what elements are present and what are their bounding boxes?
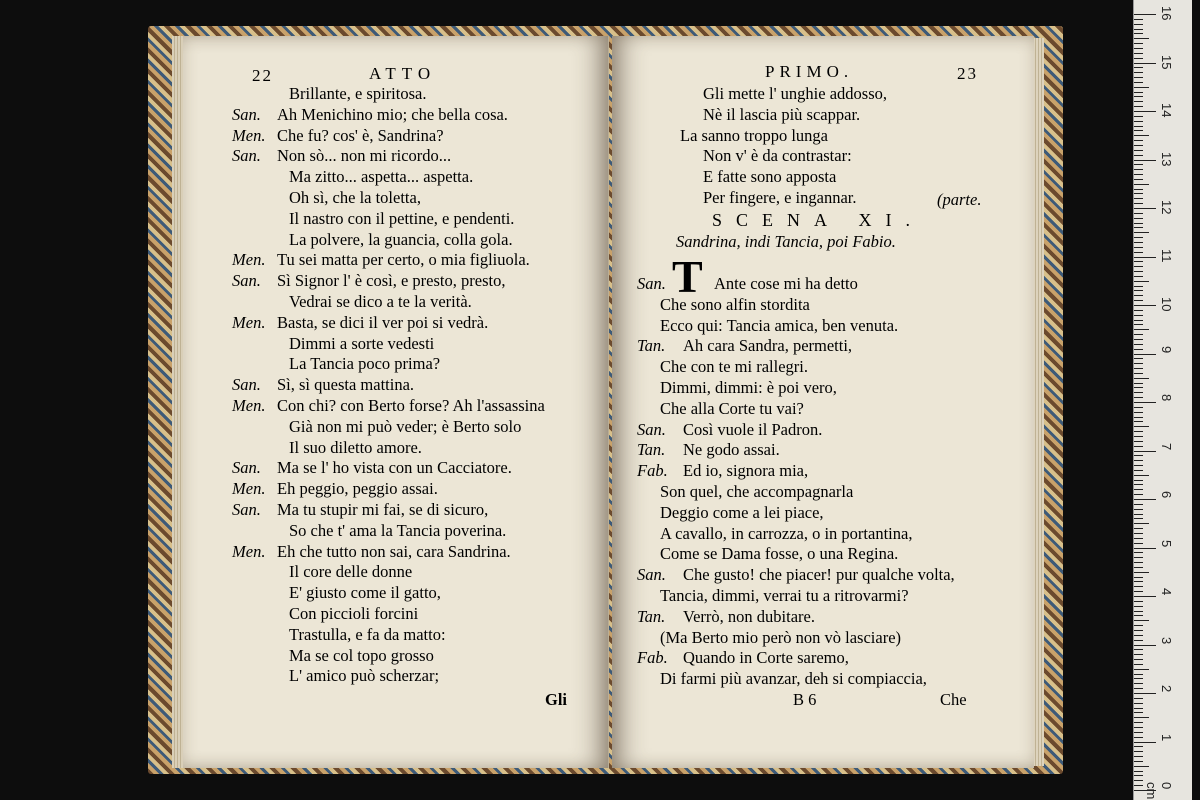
ruler-tick — [1134, 727, 1143, 728]
speaker-label: San. — [232, 271, 261, 291]
ruler-number: 14 — [1159, 103, 1174, 118]
text-line: Il suo diletto amore. — [289, 437, 422, 457]
text-line: Come se Dama fosse, o una Regina. — [660, 544, 899, 564]
text-line: Che fu? cos' è, Sandrina? — [277, 125, 444, 145]
speaker-label: Men. — [232, 250, 266, 270]
ruler-tick — [1134, 533, 1143, 534]
text-line: Che alla Corte tu vai? — [660, 398, 804, 418]
ruler-tick — [1134, 407, 1143, 408]
right-catchword: Che — [940, 690, 967, 709]
ruler-tick — [1134, 732, 1143, 733]
text-line: La sanno troppo lunga — [680, 125, 829, 145]
text-line: Ed io, signora mia, — [683, 461, 809, 481]
right-page-number: 23 — [957, 64, 978, 83]
ruler-tick — [1134, 232, 1149, 233]
text-line: Di farmi più avanzar, deh si compiaccia, — [660, 669, 927, 689]
ruler-tick — [1134, 625, 1143, 626]
text-line: Ma tu stupir mi fai, se di sicuro, — [277, 500, 489, 519]
ruler-tick — [1134, 339, 1143, 340]
ruler-number: 6 — [1159, 491, 1174, 499]
ruler-tick — [1134, 179, 1143, 180]
ruler-tick — [1134, 53, 1143, 54]
text-line: Oh sì, che la toletta, — [289, 188, 421, 207]
text-line: Ecco qui: Tancia amica, ben venuta. — [660, 315, 899, 335]
ruler-tick — [1134, 640, 1143, 641]
ruler-tick — [1134, 363, 1143, 364]
ruler-tick — [1134, 19, 1143, 20]
text-line: (Ma Berto mio però non vò lasciare) — [660, 627, 902, 647]
ruler-number: 12 — [1159, 200, 1174, 215]
ruler-number: 5 — [1159, 539, 1174, 547]
ruler-tick — [1134, 344, 1143, 345]
text-line: Che sono alfin stordita — [660, 294, 810, 314]
text-line: Così vuole il Padron. — [683, 419, 823, 439]
ruler-tick — [1134, 14, 1156, 15]
ruler-number: 16 — [1159, 6, 1174, 21]
scene-characters: Sandrina, indi Tancia, poi Fabio. — [676, 232, 896, 251]
ruler-tick — [1134, 581, 1143, 582]
ruler-tick — [1134, 373, 1143, 374]
speaker-label: San. — [232, 104, 261, 124]
text-line: Con piccioli forcini — [289, 604, 419, 623]
ruler-tick — [1134, 615, 1143, 616]
ruler-number: 0 cm — [1144, 782, 1174, 800]
ruler-tick — [1134, 38, 1149, 39]
ruler-tick — [1134, 213, 1143, 214]
text-line: L' amico può scherzar; — [289, 666, 440, 686]
ruler-tick — [1134, 431, 1143, 432]
text-line: Già non mi può veder; è Berto solo — [289, 416, 522, 436]
speaker-label: San. — [232, 500, 261, 519]
text-line: A cavallo, in carrozza, o in portantina, — [660, 523, 913, 543]
stage-direction: (parte. — [937, 190, 982, 209]
text-line: Ma se l' ho vista con un Cacciatore. — [277, 458, 512, 478]
ruler-tick — [1134, 223, 1143, 224]
text-line: Il core delle donne — [289, 562, 413, 582]
ruler-tick — [1134, 261, 1143, 262]
text-line: Son quel, che accompagnarla — [660, 482, 854, 501]
speaker-label: Men. — [232, 396, 266, 415]
speaker-label: Men. — [232, 541, 266, 561]
ruler-tick — [1134, 24, 1143, 25]
ruler-tick — [1134, 518, 1143, 519]
speaker-label: San. — [232, 375, 261, 395]
ruler-tick — [1134, 378, 1149, 379]
ruler-tick — [1134, 189, 1143, 190]
text-line: Nè il lascia più scappar. — [703, 104, 861, 124]
text-line: Ma se col topo grosso — [289, 645, 434, 665]
text-line: Il nastro con il pettine, e pendenti. — [289, 208, 515, 228]
ruler-tick — [1134, 111, 1156, 112]
text-line: Ne godo assai. — [683, 440, 780, 460]
speaker-label: Men. — [232, 125, 266, 145]
ruler-tick — [1134, 421, 1143, 422]
speaker-label: San. — [637, 419, 666, 439]
ruler-tick — [1134, 717, 1149, 718]
ruler-tick — [1134, 290, 1143, 291]
ruler-number: 10 — [1159, 297, 1174, 312]
text-line: Ante cose mi ha detto — [714, 274, 858, 293]
ruler-tick — [1134, 586, 1143, 587]
text-line: E' giusto come il gatto, — [289, 583, 441, 603]
ruler-number: 1 — [1159, 733, 1174, 741]
ruler-tick — [1134, 106, 1143, 107]
ruler-tick — [1134, 247, 1143, 248]
ruler-number: 4 — [1159, 588, 1174, 596]
speaker-label: Fab. — [637, 648, 668, 668]
text-line: Che gusto! che piacer! pur qualche volta, — [683, 565, 955, 585]
ruler-tick — [1134, 426, 1149, 427]
ruler-tick — [1134, 465, 1143, 466]
ruler-number: 7 — [1159, 442, 1174, 450]
ruler-tick — [1134, 63, 1156, 64]
ruler-number: 15 — [1159, 54, 1174, 69]
ruler-tick — [1134, 572, 1149, 573]
text-line: Dimmi, dimmi: è poi vero, — [660, 378, 837, 397]
ruler-tick — [1134, 208, 1156, 209]
ruler-tick — [1134, 43, 1143, 44]
ruler-tick — [1134, 155, 1143, 156]
ruler-tick — [1134, 712, 1143, 713]
ruler-tick — [1134, 708, 1143, 709]
text-line: Eh peggio, peggio assai. — [277, 479, 438, 499]
ruler-tick — [1134, 577, 1143, 578]
ruler-tick — [1134, 252, 1143, 253]
ruler-tick — [1134, 130, 1143, 131]
left-page-number: 22 — [252, 66, 273, 85]
ruler-tick — [1134, 368, 1143, 369]
ruler-tick — [1134, 674, 1143, 675]
ruler-tick — [1134, 48, 1143, 49]
ruler-tick — [1134, 72, 1143, 73]
speaker-label: San. — [232, 146, 261, 166]
ruler-tick — [1134, 552, 1143, 553]
ruler-tick — [1134, 499, 1156, 500]
measuring-ruler — [1133, 0, 1192, 800]
ruler-tick — [1134, 160, 1156, 161]
text-line: Tu sei matta per certo, o mia figliuola. — [277, 250, 530, 270]
speaker-label: Men. — [232, 479, 266, 499]
ruler-tick — [1134, 402, 1156, 403]
ruler-tick — [1134, 436, 1143, 437]
ruler-tick — [1134, 669, 1149, 670]
left-catchword: Gli — [545, 690, 568, 709]
ruler-tick — [1134, 92, 1143, 93]
ruler-tick — [1134, 218, 1143, 219]
ruler-tick — [1134, 455, 1143, 456]
ruler-tick — [1134, 164, 1143, 165]
speaker-label: San. — [637, 565, 666, 585]
ruler-tick — [1134, 349, 1143, 350]
ruler-tick — [1134, 116, 1143, 117]
text-line: Vedrai se dico a te la verità. — [289, 292, 472, 311]
ruler-tick — [1134, 324, 1143, 325]
text-line: Ma zitto... aspetta... aspetta. — [289, 167, 474, 187]
ruler-tick — [1134, 785, 1143, 786]
text-line: Verrò, non dubitare. — [683, 606, 815, 626]
ruler-tick — [1134, 654, 1143, 655]
ruler-tick — [1134, 184, 1149, 185]
ruler-tick — [1134, 688, 1143, 689]
ruler-tick — [1134, 135, 1149, 136]
ruler-tick — [1134, 446, 1143, 447]
ruler-tick — [1134, 693, 1156, 694]
scene-title: SCENA XI. — [712, 210, 925, 230]
ruler-tick — [1134, 683, 1143, 684]
ruler-tick — [1134, 329, 1149, 330]
ruler-tick — [1134, 126, 1143, 127]
ruler-tick — [1134, 761, 1143, 762]
ruler-number: 2 — [1159, 685, 1174, 693]
ruler-tick — [1134, 659, 1143, 660]
ruler-tick — [1134, 528, 1143, 529]
ruler-tick — [1134, 334, 1143, 335]
ruler-tick — [1134, 567, 1143, 568]
ruler-tick — [1134, 140, 1143, 141]
ruler-tick — [1134, 470, 1143, 471]
text-line: Sì, sì questa mattina. — [277, 375, 415, 395]
ruler-tick — [1134, 649, 1143, 650]
ruler-tick — [1134, 775, 1143, 776]
text-line: Per fingere, e ingannar. — [703, 188, 857, 207]
ruler-tick — [1134, 227, 1143, 228]
ruler-tick — [1134, 562, 1143, 563]
ruler-tick — [1134, 315, 1143, 316]
text-line: Deggio come a lei piace, — [660, 502, 824, 522]
ruler-tick — [1134, 266, 1143, 267]
ruler-tick — [1134, 242, 1143, 243]
ruler-tick — [1134, 33, 1143, 34]
ruler-tick — [1134, 635, 1143, 636]
ruler-tick — [1134, 169, 1143, 170]
ruler-tick — [1134, 101, 1143, 102]
ruler-tick — [1134, 392, 1143, 393]
ruler-tick — [1134, 193, 1143, 194]
ruler-tick — [1134, 543, 1143, 544]
ruler-tick — [1134, 121, 1143, 122]
ruler-tick — [1134, 538, 1143, 539]
ruler-tick — [1134, 751, 1143, 752]
speaker-label: Tan. — [637, 606, 666, 626]
ruler-tick — [1134, 451, 1156, 452]
text-line: So che t' ama la Tancia poverina. — [289, 520, 507, 540]
ruler-tick — [1134, 489, 1143, 490]
ruler-number: 3 — [1159, 636, 1174, 644]
ruler-tick — [1134, 387, 1143, 388]
ruler-tick — [1134, 611, 1143, 612]
ruler-tick — [1134, 737, 1143, 738]
ruler-tick — [1134, 756, 1143, 757]
ruler-tick — [1134, 29, 1143, 30]
ruler-tick — [1134, 417, 1143, 418]
text-line: Eh che tutto non sai, cara Sandrina. — [277, 541, 511, 561]
ruler-tick — [1134, 703, 1143, 704]
ruler-tick — [1134, 96, 1143, 97]
text-line: Gli mette l' unghie addosso, — [703, 84, 887, 103]
ruler-tick — [1134, 354, 1156, 355]
ruler-tick — [1134, 746, 1143, 747]
signature-mark: B 6 — [793, 690, 817, 709]
ruler-tick — [1134, 475, 1149, 476]
ruler-tick — [1134, 480, 1143, 481]
ruler-tick — [1134, 596, 1156, 597]
right-running-head: PRIMO. — [765, 62, 854, 81]
speaker-label: Men. — [232, 312, 266, 332]
ruler-tick — [1134, 509, 1143, 510]
ruler-tick — [1134, 281, 1149, 282]
speaker-label: San. — [232, 458, 261, 478]
speaker-label: Fab. — [637, 461, 668, 481]
speaker-label: Tan. — [637, 336, 666, 356]
ruler-tick — [1134, 523, 1149, 524]
ruler-tick — [1134, 557, 1143, 558]
ruler-tick — [1134, 460, 1143, 461]
ruler-tick — [1134, 601, 1143, 602]
ruler-tick — [1134, 606, 1143, 607]
ruler-tick — [1134, 645, 1156, 646]
ruler-tick — [1134, 664, 1143, 665]
ruler-tick — [1134, 441, 1143, 442]
ruler-tick — [1134, 620, 1149, 621]
ruler-tick — [1134, 766, 1149, 767]
ruler-tick — [1134, 514, 1143, 515]
text-line: Tancia, dimmi, verrai tu a ritrovarmi? — [660, 586, 909, 605]
text-line: Basta, se dici il ver poi si vedrà. — [277, 312, 489, 332]
speaker-label: Tan. — [637, 440, 666, 460]
ruler-tick — [1134, 484, 1143, 485]
ruler-tick — [1134, 722, 1143, 723]
text-line: Brillante, e spiritosa. — [289, 84, 427, 103]
ruler-tick — [1134, 145, 1143, 146]
speaker-label: San. — [637, 274, 666, 293]
ruler-tick — [1134, 257, 1156, 258]
ruler-tick — [1134, 630, 1143, 631]
text-line: Che con te mi rallegri. — [660, 357, 808, 377]
text-line: Non sò... non mi ricordo... — [277, 146, 452, 166]
text-line: E fatte sono apposta — [703, 167, 837, 187]
ruler-tick — [1134, 678, 1143, 679]
ruler-tick — [1134, 771, 1143, 772]
ruler-tick — [1134, 504, 1143, 505]
ruler-tick — [1134, 67, 1143, 68]
text-line: Ah Menichino mio; che bella cosa. — [277, 104, 508, 124]
ruler-tick — [1134, 397, 1143, 398]
ruler-tick — [1134, 698, 1143, 699]
ruler-tick — [1134, 300, 1143, 301]
ruler-number: 11 — [1159, 248, 1174, 262]
text-line: Non v' è da contrastar: — [703, 146, 852, 166]
text-line: Trastulla, e fa da matto: — [289, 624, 446, 644]
ruler-tick — [1134, 383, 1143, 384]
text-line: Quando in Corte saremo, — [683, 648, 849, 668]
text-line: Dimmi a sorte vedesti — [289, 333, 435, 353]
text-line: La Tancia poco prima? — [289, 354, 441, 374]
ruler-tick — [1134, 276, 1143, 277]
text-line: La polvere, la guancia, colla gola. — [289, 229, 513, 249]
text-line: Con chi? con Berto forse? Ah l'assassina — [277, 396, 545, 415]
ruler-number: 13 — [1159, 151, 1174, 166]
ruler-tick — [1134, 780, 1143, 781]
ruler-tick — [1134, 271, 1143, 272]
ruler-tick — [1134, 174, 1143, 175]
ruler-tick — [1134, 58, 1143, 59]
ruler-tick — [1134, 237, 1143, 238]
ruler-tick — [1134, 742, 1156, 743]
text-line: Ah cara Sandra, permetti, — [683, 336, 853, 356]
ruler-tick — [1134, 412, 1143, 413]
ruler-tick — [1134, 494, 1143, 495]
ruler-number: 9 — [1159, 345, 1174, 353]
ruler-tick — [1134, 591, 1143, 592]
ruler-tick — [1134, 548, 1156, 549]
ruler-tick — [1134, 77, 1143, 78]
ruler-tick — [1134, 87, 1149, 88]
ruler-tick — [1134, 305, 1156, 306]
ruler-tick — [1134, 295, 1143, 296]
ruler-tick — [1134, 203, 1143, 204]
ruler-tick — [1134, 150, 1143, 151]
left-running-head: ATTO — [369, 64, 437, 83]
ruler-number: 8 — [1159, 394, 1174, 402]
ruler-tick — [1134, 358, 1143, 359]
ruler-tick — [1134, 82, 1143, 83]
ruler-tick — [1134, 286, 1143, 287]
ruler-tick — [1134, 198, 1143, 199]
ruler-tick — [1134, 310, 1143, 311]
text-line: Sì Signor l' è così, e presto, presto, — [277, 271, 506, 291]
ruler-tick — [1134, 320, 1143, 321]
drop-cap: T — [672, 251, 703, 302]
